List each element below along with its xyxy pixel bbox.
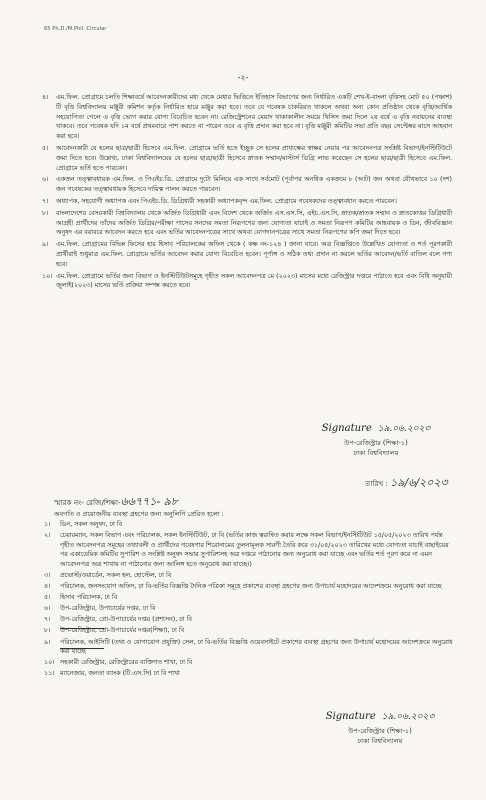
signatory-org: ঢাকা বিশ্ববিদ্যালয় (357, 737, 403, 745)
signatory-title: উপ-রেজিস্ট্রার (শিক্ষা-১) (348, 727, 412, 735)
list-item: ৬। একজন তত্ত্বাবধায়ক এম.ফিল. ও পিএইচ.ডি. প্রোগ্রামে দুটো মিলিয়ে এক সাথে সর্বমোট (পূর্বাপর অনধিক একক্রমে ৮ (আট) জন অথবা যৌথভাবে ১০ (দশ) জন গবেষকের তত্ত্বাবধায়ক হিসেবে দায়িত্ব পালন করতে পারবেন। (42, 176, 452, 194)
list-item: ৯। পরিচালক, আইসিটি (তথ্য ও যোগাযোগ প্রযুক্তি) সেল, ঢা বি-ভর্তির বিজ্ঞপ্তি ওয়েবসাইটে প্রকাশের ব্যবস্থা গ্রহণের জন্য উপাচার্য মহোদয়ের আদেশক্রমে অনুরোধ করা যাচ্ছে (44, 638, 453, 656)
list-item: ১১। ম্যানেজার, জনতা ব্যাংক (টি.এস.সি) ঢা বি শাখা (44, 670, 180, 678)
memo-reference: স্মারক নং- রেজি/শিক্ষা-৬৬৭৭১- ৯৮ (54, 495, 178, 508)
list-item: ৪। এম.ফিল. প্রোগ্রামে চলতি শিক্ষাবর্ষে আবেদনকারীদের মধ্য থেকে মেধার ভিত্তিতে ইতিহাস বিভাগের জন্য নির্ধারিত একটি শেখ-ই-বাংলা বৃত্তিসহ মোট ৫০ (পঞ্চাশ) টি বৃত্তি বিশ্ববিদ্যালয় মঞ্জুরী কমিশন কর্তৃক নির্ধারিত হারে মঞ্জুর করা হবে। তবে যে গবেষক চাকরিরত থাকলে অথবা অন্য কোন প্রতিষ্ঠান থেকে বৃত্তি/আর্থিক সহযোগিতা পেলে এ বৃত্তি ভোগ করার যোগ্য বিবেচিত হবেন না। রেজিস্ট্রেশনের মেয়াদ থাকাকালীন সময়ে থিসিস জমা দিলে ২য় বর্ষে এ বৃত্তি নবায়নের ব্যবস্থা থাকবে। তবে গবেষক যদি ১ম বর্ষে প্রথমবারে পাশ করতে না পারেন তবে এ বৃত্তি প্রদান করা হবে না। বৃত্তি মঞ্জুরী কমিটির সভা প্রতি বছর সেপ্টেম্বর মাসে আহবান করা হবে। (42, 94, 452, 141)
list-item: ৮। উপ-রেজিস্ট্রার, প্রো-উপাচার্যের দপ্তর(শিক্ষা), ঢা বি (44, 627, 185, 635)
copy-list (44, 520, 454, 680)
list-item: ৩। প্রভোস্ট/ওয়ার্ডেন, সকল হল, হোস্টেল, ঢা বি (44, 571, 172, 579)
strike-mark (60, 648, 104, 649)
list-item: ১০। সহকারী রেজিস্ট্রার, রেজিস্ট্রারের ব্যক্তিগত শাখা, ঢা বি (44, 659, 193, 667)
signature-block-1 (296, 424, 456, 458)
list-item: ২। চেয়ারম্যান, সকল বিভাগ এবং পরিচালক, সকল ইনস্টিটিউট, ঢা বি (ভর্তির কাজ ত্বরান্বিত করার লক্ষে সকল বিভাগ/ইনস্টিটিউট ১৫/০৫/২০২৩ তারিখ পর্যন্ত গৃহীত আবেদনপত্র সমূহের তথ্যাবলী ও প্রার্থীদের গবেষণার শিরোনামের তুলনামূলক সারণী তৈরি করে ৩১/০৫/২০২৩ তারিখের মধ্যে যোগ্যতা যাচাই বাছাইয়ের পর একাডেমিক কমিটির সুপারিশ ও সংশ্লিষ্ট অনুষদ সভার সুপারিশসহ অত্র দপ্তরে পাঠানোর জন্য অনুরোধ করা যাচ্ছে এবং ভর্তির শর্ত পূরণ করে না এমন আবেদনপত্র অত্র শাখায় না পাঠানোর জন্য আলিঙ্গ হতে অনুরোধ করা যাচ্ছে।) (44, 532, 449, 568)
copy-forward-intro: অবগতি ও প্রয়োজনীয় ব্যবস্থা গ্রহণের জন্য অনুলিপি প্রেরিত হলো : (54, 510, 224, 518)
list-item: ৫। আবেদনকারী যে হলের ছাত্র/ছাত্রী হিসেবে এম.ফিল. প্রোগ্রামে ভর্তি হতে ইচ্ছুক সে হলের প্রাধ্যক্ষের স্বাক্ষর নেয়ার পর আবেদনপত্র সংশ্লিষ্ট বিভাগ/ইনস্টিটিউটে জমা দিতে হবে। উল্লেখ্য, ঢাকা বিশ্ববিদ্যালয়ের যে হলের ছাত্র/ছাত্রী হিসেবে স্নাতক সম্মান/মাস্টার্স ডিগ্রি লাভ করেছেন সে হলের ছাত্র/ছাত্রী হিসেবে এম.ফিল. প্রোগ্রামে ভর্তি হতে পারবেন। (42, 144, 452, 172)
conditions-list (42, 93, 452, 293)
running-header: 65 Ph.D./M.Phil. Circular (44, 26, 107, 32)
list-item: ৮। বাংলাদেশের বেসরকারী বিশ্ববিদ্যালয় থেকে অর্জিত ডিগ্রিধারী এবং বিদেশ থেকে অর্জিত এস.এস.সি, এইচ.এস.সি, স্নাতক/স্নাতক সম্মান ও স্নাতকোত্তর ডিগ্রিধারী আগ্রহী প্রার্থীদের তাঁদের অর্জিত ডিগ্রির/পরীক্ষা পাসের সনদের সমতা নিরূপণের জন্য যোগ্যতা যাচাই ও সমতা নিরূপণ কমিটির আহবায়ক ও ডিন, জীববিজ্ঞান অনুষদ এর বরাবরে আবেদন করতে হবে এবং ভর্তির আবেদনপত্রের সাথে অথবা যোগদানপত্রের সাথে সমতা নিরূপণের কপি জমা দিতে হবে। (42, 209, 452, 237)
issue-date: তারিখ : ১৯/৬/২০২৩ (365, 476, 448, 489)
signature-scrawl: Signature ১৯.০৬.২০২৩ (321, 423, 431, 434)
signatory-org: ঢাকা বিশ্ববিদ্যালয় (353, 449, 399, 457)
strike-mark (60, 628, 104, 629)
list-item: ৪। পরিচালক, জনসংযোগ অফিস, ঢা বি-ভর্তির বিজ্ঞপ্তি দৈনিক পত্রিকা সমূহে প্রকাশের ব্যবস্থা গ্রহণের জন্য উপাচার্য মহোদয়ের আদেশক্রমে অনুরোধ করা যাচ্ছে (44, 583, 442, 591)
signatory-title: উপ-রেজিস্ট্রার (শিক্ষা-১) (344, 439, 408, 447)
list-item: ৫। হিসাব পরিচালক, ঢা বি (44, 594, 118, 602)
list-item: ৯। এম.ফিল. প্রোগ্রামের বিভিন্ন ফিসের হার হিসাব পরিচালকের অফিস থেকে ( কক্ষ নং-১২৪ ) জানা যাবে। অত্র বিজ্ঞপ্তিতে উল্লেখিত যোগ্যতা ও শর্ত পূরণকারী প্রার্থীরাই শুধুমাত্র এম.ফিল. প্রোগ্রামে ভর্তির আবেদন করার যোগ্য বিবেচিত হবেন। পূর্ণাঙ্গ ও সঠিক তথ্য প্রদান না করলে ভর্তির আবেদন/ভর্তি বাতিল বলে গণ্য হবে। (42, 241, 452, 268)
signature-block-2 (300, 712, 460, 746)
list-item: ৭। অধ্যাপক, সহযোগী অধ্যাপক এবং পিএইচ.ডি. ডিগ্রিধারী সহকারী অধ্যাপকবৃন্দ এম.ফিল. প্রোগ্রামে গবেষকদের তত্ত্বাবধান করতে পারবেন। (42, 197, 397, 205)
signature-scrawl: Signature ১৯.০৬.২০২৩ (325, 711, 435, 722)
list-item: ১০। এম.ফিল. প্রোগ্রামে ভর্তির জন্য বিভাগ ও ইনস্টিটিউটসমূহে গৃহীত সকল আবেদনপত্র মে (২০২৩) মাসের মধ্যে রেজিস্ট্রার দপ্তরে পাঠাতে হবে এবং বিধি অনুযায়ী জুলাই(২০২৩) মাসের ভর্তি প্রক্রিয়া সম্পন্ন করতে হবে। (42, 272, 452, 290)
list-item: ১। ডিন, সকল অনুষদ, ঢা বি (44, 521, 123, 528)
list-item: ৭। উপ-রেজিস্ট্রার, প্রো-উপাচার্যের দপ্তর (প্রশাসন), ঢা বি (44, 616, 192, 624)
page-number: -২- (237, 73, 249, 82)
list-item: ৬। উপ-রেজিস্ট্রার, উপাচার্যের দপ্তর, ঢা বি (44, 605, 156, 613)
